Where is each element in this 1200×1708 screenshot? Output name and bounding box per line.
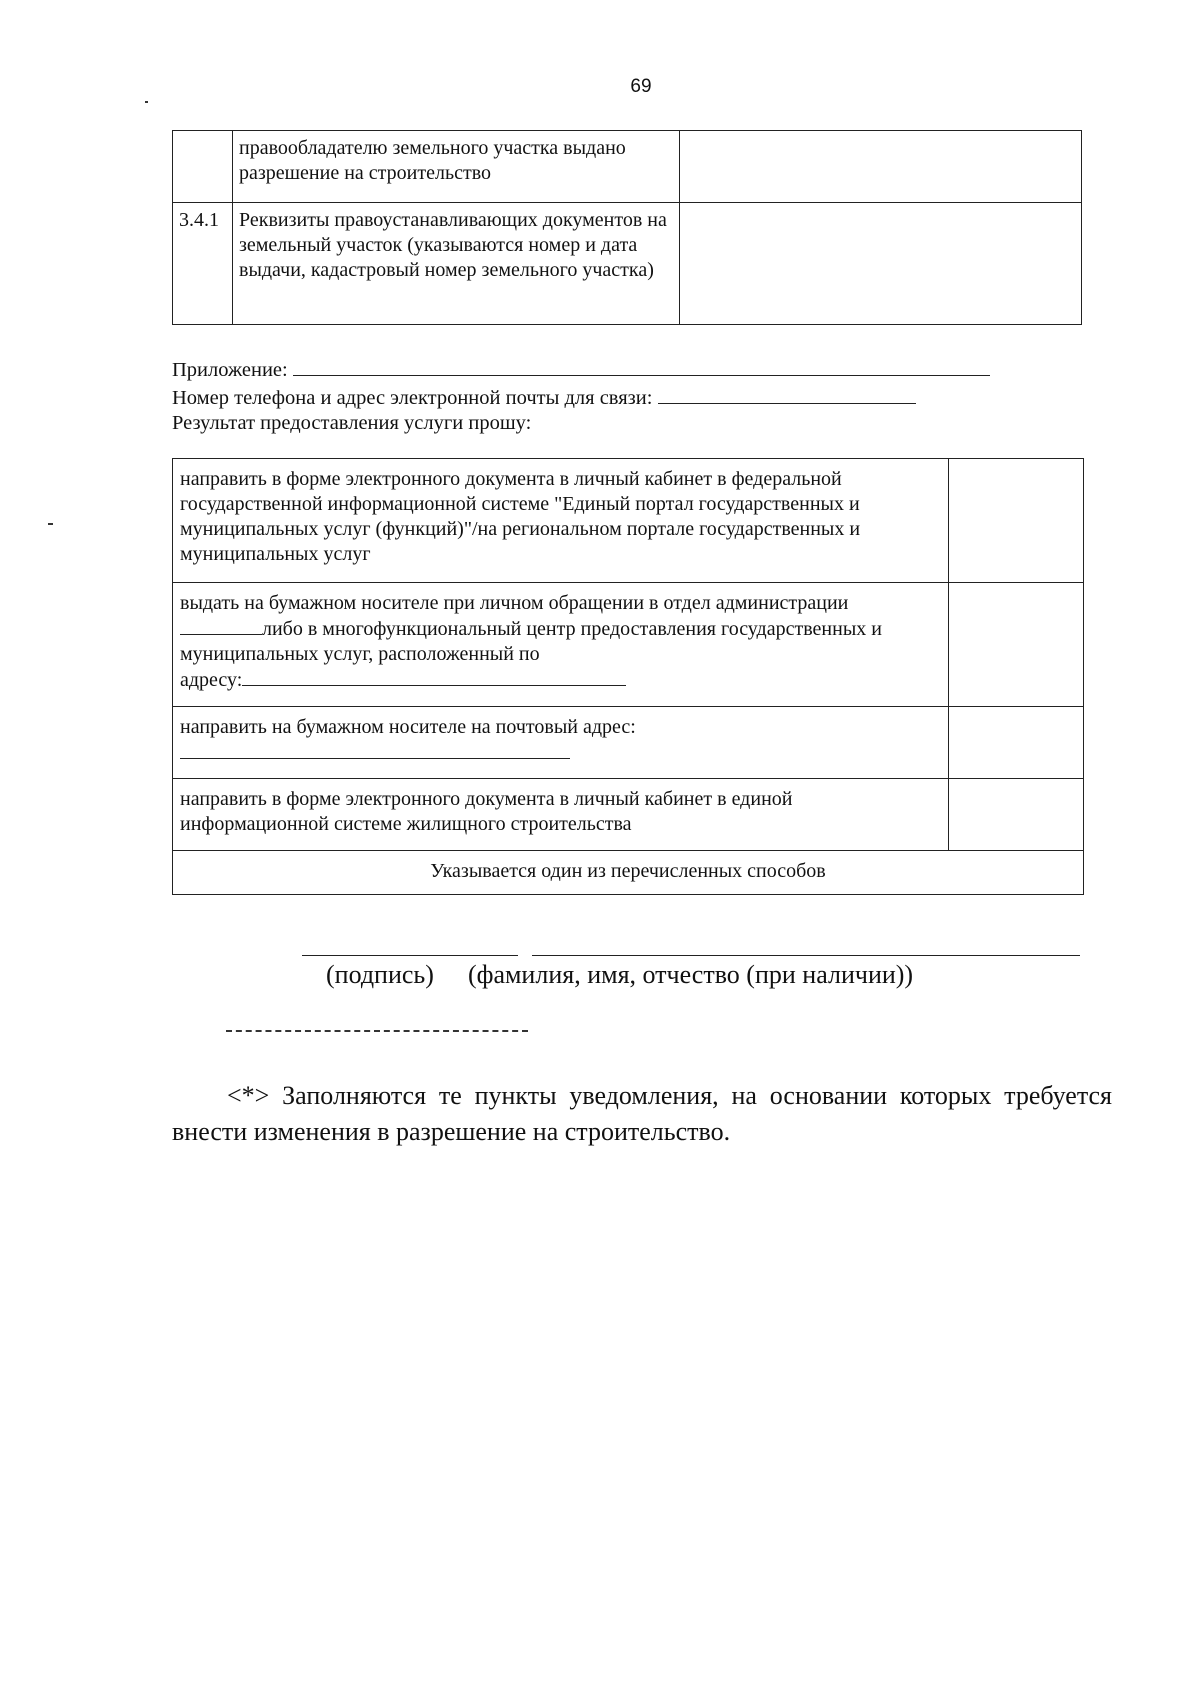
table-row <box>173 779 1084 851</box>
option-text <box>173 707 949 779</box>
table-row <box>173 583 1084 707</box>
result-options-table <box>172 458 1084 895</box>
request-details-table <box>172 130 1082 325</box>
full-name-caption: (фамилия, имя, отчество (при наличии)) <box>467 960 914 989</box>
full-name-line[interactable] <box>532 955 1080 956</box>
option-checkbox[interactable] <box>949 459 1084 583</box>
row-number <box>173 131 233 203</box>
option-text-line2: либо в многофункциональный центр предоставления государственных и муниципальных услуг, расположенный по <box>180 618 882 665</box>
contact-field[interactable] <box>658 383 916 404</box>
result-label: Результат предоставления услуги прошу: <box>172 412 532 434</box>
option-text <box>173 583 949 707</box>
signature-caption: (подпись) <box>326 960 434 989</box>
table-row <box>173 203 1082 325</box>
option-checkbox[interactable] <box>949 779 1084 851</box>
option-text: направить в форме электронного документа в личный кабинет в федеральной государственной информационной системе "Единый портал государственных и муниципальных услуг (функций)"/на региональном портале государственных и муниципальных услуг <box>173 459 949 583</box>
row-label: Реквизиты правоустанавливающих документов на земельный участок (указываются номер и дата выдачи, кадастровый номер земельного участка) <box>233 203 680 325</box>
table-row <box>173 459 1084 583</box>
table-row <box>173 131 1082 203</box>
row-label: правообладателю земельного участка выдано разрешение на строительство <box>233 131 680 203</box>
option-text-line1: выдать на бумажном носителе при личном обращении в отдел администрации <box>180 592 849 614</box>
signature-captions <box>326 960 913 990</box>
table-row <box>173 707 1084 779</box>
option-checkbox[interactable] <box>949 707 1084 779</box>
signature-line[interactable] <box>302 955 518 956</box>
address-label: адресу: <box>180 669 243 691</box>
scan-speck <box>145 101 148 103</box>
address-field[interactable] <box>242 667 626 686</box>
attachment-label: Приложение: <box>172 359 288 381</box>
postal-address-field[interactable] <box>180 740 570 759</box>
options-note: Указывается один из перечисленных способов <box>173 851 1084 895</box>
scan-speck <box>48 523 53 525</box>
table-row <box>173 851 1084 895</box>
row-number: 3.4.1 <box>173 203 233 325</box>
footnote: <*> Заполняются те пункты уведомления, на основании которых требуется внести изменения в разрешение на строительство. <box>172 1081 1112 1146</box>
footnote-separator <box>226 1030 528 1032</box>
contact-label: Номер телефона и адрес электронной почты для связи: <box>172 387 653 409</box>
row-value-field[interactable] <box>680 203 1082 325</box>
department-field[interactable] <box>180 616 262 635</box>
contact-fields <box>172 355 1082 436</box>
option-checkbox[interactable] <box>949 583 1084 707</box>
row-value-field[interactable] <box>680 131 1082 203</box>
page-number: 69 <box>630 76 652 97</box>
option-text: направить в форме электронного документа в личный кабинет в единой информационной системе жилищного строительства <box>173 779 949 851</box>
option-text-main: направить на бумажном носителе на почтовый адрес: <box>180 716 636 738</box>
attachment-field[interactable] <box>293 355 990 376</box>
